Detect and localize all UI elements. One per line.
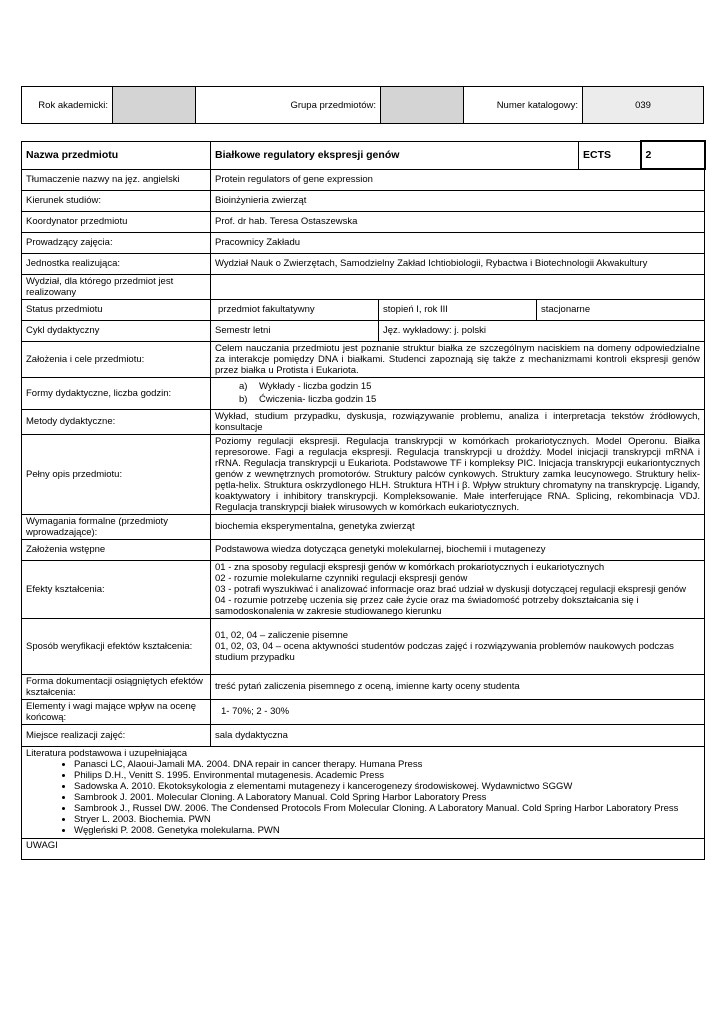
outcomes-label: Efekty kształcenia: [22, 560, 211, 618]
course-name-label: Nazwa przedmiotu [22, 141, 211, 169]
faculty-label: Wydział, dla którego przedmiot jest realizowany [22, 274, 211, 299]
grupa-przedmiotow-value [381, 87, 464, 124]
goals-label: Założenia i cele przedmiotu: [22, 341, 211, 377]
literature-item: • Węgleński P. 2008. Genetyka molekularna. PWN [74, 825, 700, 836]
documentation-value: treść pytań zaliczenia pisemnego z oceną, imienne karty oceny studenta [211, 674, 705, 699]
rok-akademicki-value [113, 87, 196, 124]
goals-value: Celem nauczania przedmiotu jest poznanie struktur białka ze szczególnym naciskiem na domeny odpowiedzialne za interakcje pomiędzy DNA i białkami. Studenci zapoznają się także z mechanizmami kontroli ekspresji genów przez białka u Protista i Eukariota. [211, 341, 705, 377]
description-value: Poziomy regulacji ekspresji. Regulacja transkrypcji w komórkach prokariotycznych. Model Operonu. Białka represorowe. Fagi a regulacja ekspresji. Regulacja transkrypcji u drożdży. Model inicjacji transkrypcji mRNA i rRNA. Regulacja transkrypcji u Eukariota. Podstawowe TF i kompleksy PIC. Inicjacja transkrypcji eukariontycznych genów z wewnętrznych promotorów. Struktury palców cynkowych. Struktury zamka leucynowego. Struktury helix-pętla-helix. Struktura oskrzydlonego HLH. Struktura HTH i β. Wpływ struktury chromatyny na transkrypcję. Ligandy, koaktywatory i inhibitory transkrypcji. Kompleksowanie. Małe interferujące RNA. Splicing, rekombinacja VDJ. Regulacja transkrypcji białek wirusowych w komórkach eukariotycznych. [211, 434, 705, 514]
forms-label: Formy dydaktyczne, liczba godzin: [22, 377, 211, 409]
requirements-label: Wymagania formalne (przedmioty wprowadzające): [22, 514, 211, 539]
documentation-label: Forma dokumentacji osiągniętych efektów kształcenia: [22, 674, 211, 699]
literature-item: • Panasci LC, Alaoui-Jamali MA. 2004. DNA repair in cancer therapy. Humana Press [74, 759, 700, 770]
assumptions-value: Podstawowa wiedza dotycząca genetyki molekularnej, biochemii i mutagenezy [211, 539, 705, 560]
translation-value: Protein regulators of gene expression [211, 169, 705, 190]
literature-item: • Sadowska A. 2010. Ekotoksykologia z elementami mutagenezy i kancerogenezy środowiskowej. Wydawnictwo SGGW [74, 781, 700, 792]
description-label: Pełny opis przedmiotu: [22, 434, 211, 514]
forms-list [215, 380, 700, 406]
literature-list [26, 759, 700, 836]
numer-katalogowy-label: Numer katalogowy: [464, 87, 583, 124]
course-table [21, 140, 706, 860]
numer-katalogowy-value: 039 [583, 87, 704, 124]
outcomes-value: 01 - zna sposoby regulacji ekspresji genów w komórkach prokariotycznych i eukariotycznych 02 - rozumie molekularne czynniki regulacji ekspresji genów 03 - potrafi wyszukiwać i analizować informacje oraz brać udział w dyskusji dotyczącej regulacji ekspresji genów 04 - rozumie potrzebę uczenia się przez całe życie oraz ma świadomość potrzeby dokształcania się i samodoskonalenia w zakresie studiowanego kierunku [211, 560, 705, 618]
literature-item: • Stryer L. 2003. Biochemia. PWN [74, 814, 700, 825]
weights-value: 1- 70%; 2 - 30% [211, 699, 705, 724]
forms-item: a) Wykłady - liczba godzin 15 [239, 381, 372, 392]
instructor-label: Prowadzący zajęcia: [22, 232, 211, 253]
forms-item: b) Ćwiczenia- liczba godzin 15 [239, 394, 377, 405]
cycle-label: Cykl dydaktyczny [22, 320, 211, 341]
methods-value: Wykład, studium przypadku, dyskusja, rozwiązywanie problemu, analiza i interpretacja tekstów źródłowych, konsultacje [211, 409, 705, 434]
notes-label: UWAGI [22, 838, 705, 859]
faculty-value [211, 274, 705, 299]
course-name-value: Białkowe regulatory ekspresji genów [211, 141, 579, 169]
grupa-przedmiotow-label: Grupa przedmiotów: [196, 87, 381, 124]
literature-item: • Philips D.H., Venitt S. 1995. Environmental mutagenesis. Academic Press [74, 770, 700, 781]
coordinator-label: Koordynator przedmiotu [22, 211, 211, 232]
cycle-value: Semestr letni [211, 320, 379, 341]
unit-label: Jednostka realizująca: [22, 253, 211, 274]
methods-label: Metody dydaktyczne: [22, 409, 211, 434]
rok-akademicki-label: Rok akademicki: [22, 87, 113, 124]
verification-value: 01, 02, 04 – zaliczenie pisemne 01, 02, 03, 04 – ocena aktywności studentów podczas zajęć i rozwiązywania problemów naukowych podczas studium przypadku [211, 618, 705, 674]
place-label: Miejsce realizacji zajęć: [22, 724, 211, 746]
language-value: Jęz. wykładowy: j. polski [379, 320, 705, 341]
status-label: Status przedmiotu [22, 299, 211, 320]
place-value: sala dydaktyczna [211, 724, 705, 746]
level-value: stopień I, rok III [379, 299, 537, 320]
instructor-value: Pracownicy Zakładu [211, 232, 705, 253]
ects-value: 2 [641, 141, 705, 169]
status-value: przedmiot fakultatywny [211, 299, 379, 320]
weights-label: Elementy i wagi mające wpływ na ocenę końcową: [22, 699, 211, 724]
forms-value [211, 377, 705, 409]
requirements-value: biochemia eksperymentalna, genetyka zwierząt [211, 514, 705, 539]
header-table [21, 86, 704, 124]
literature-item: • Sambrook J. 2001. Molecular Cloning. A Laboratory Manual. Cold Spring Harbor Laboratory Press [74, 792, 700, 803]
unit-value: Wydział Nauk o Zwierzętach, Samodzielny Zakład Ichtiobiologii, Rybactwa i Biotechnologii Akwakultury [211, 253, 705, 274]
field-value: Bioinżynieria zwierząt [211, 190, 705, 211]
field-label: Kierunek studiów: [22, 190, 211, 211]
coordinator-value: Prof. dr hab. Teresa Ostaszewska [211, 211, 705, 232]
literature-label: Literatura podstawowa i uzupełniająca [26, 747, 188, 759]
literature-item: • Sambrook J., Russel DW. 2006. The Condensed Protocols From Molecular Cloning. A Laboratory Manual. Cold Spring Harbor Laboratory Press [74, 803, 700, 814]
literature-cell [22, 746, 705, 838]
assumptions-label: Założenia wstępne [22, 539, 211, 560]
translation-label: Tłumaczenie nazwy na jęz. angielski [22, 169, 211, 190]
verification-label: Sposób weryfikacji efektów kształcenia: [22, 618, 211, 674]
ects-label: ECTS [579, 141, 641, 169]
mode-value: stacjonarne [537, 299, 705, 320]
